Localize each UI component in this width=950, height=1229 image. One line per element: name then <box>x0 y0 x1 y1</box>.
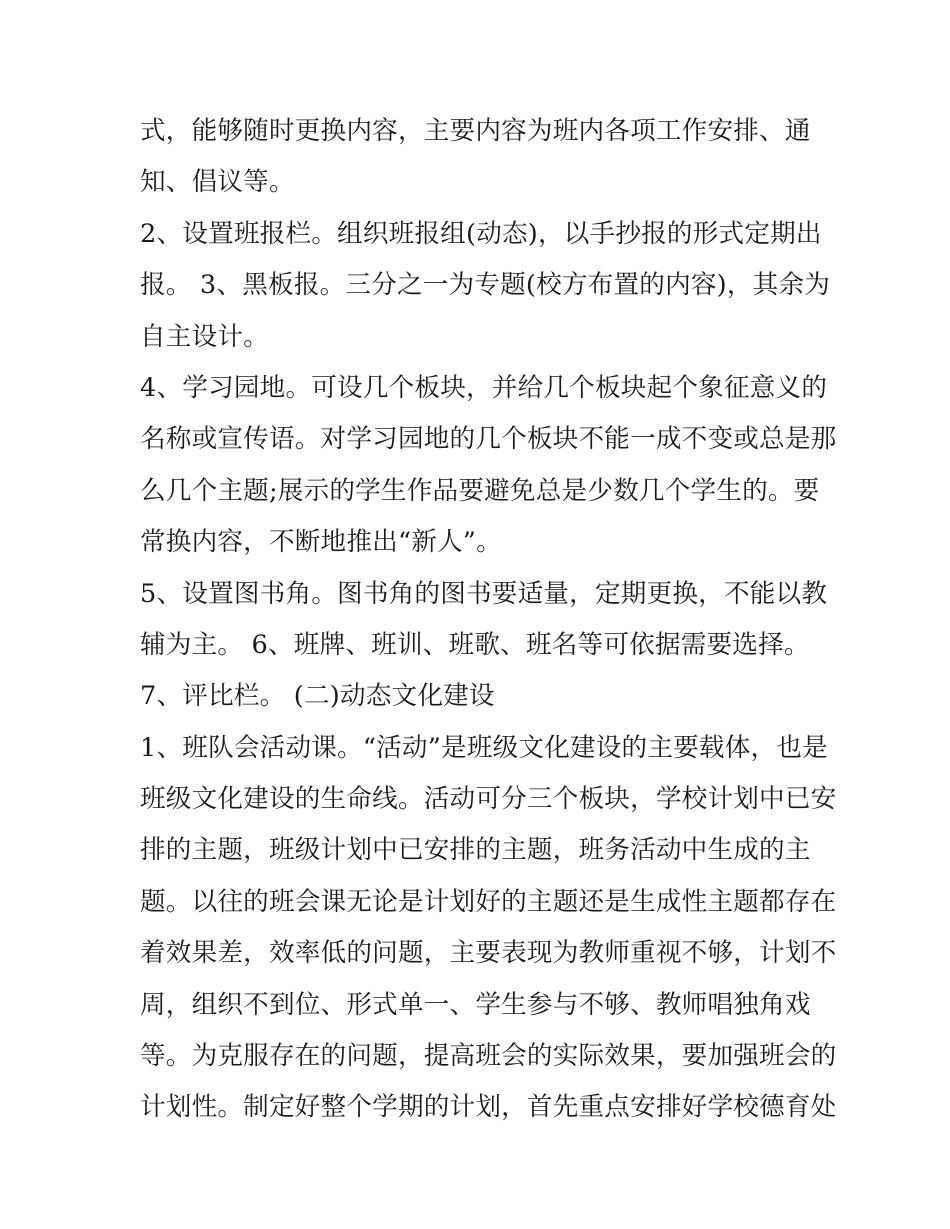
text-line: 1、班队会活动课。“活动”是班级文化建设的主要载体，也是 <box>140 732 828 763</box>
text-line: 常换内容，不断地推出“新人”。 <box>140 527 502 558</box>
text-line: 排的主题，班级计划中已安排的主题，班务活动中生成的主 <box>140 835 811 866</box>
text-line: 式，能够随时更换内容，主要内容为班内各项工作安排、通 <box>140 116 811 146</box>
text-line: 5、设置图书角。图书角的图书要适量，定期更换，不能以教 <box>140 578 828 609</box>
text-line: 报。 3、黑板报。三分之一为专题(校方布置的内容)，其余为 <box>140 270 831 301</box>
text-line: 自主设计。 <box>140 321 269 352</box>
text-line: 等。为克服存在的问题，提高班会的实际效果，要加强班会的 <box>140 1041 837 1072</box>
text-line: 计划性。制定好整个学期的计划，首先重点安排好学校德育处 <box>140 1092 837 1123</box>
text-line: 周，组织不到位、形式单一、学生参与不够、教师唱独角戏 <box>140 989 811 1020</box>
text-line: 辅为主。 6、班牌、班训、班歌、班名等可依据需要选择。 <box>140 629 810 660</box>
document-body <box>140 106 837 1134</box>
text-line: 班级文化建设的生命线。活动可分三个板块，学校计划中已安 <box>140 784 837 815</box>
text-line: 4、学习园地。可设几个板块，并给几个板块起个象征意义的 <box>140 372 828 403</box>
text-line: 名称或宣传语。对学习园地的几个板块不能一成不变或总是那 <box>140 424 837 455</box>
text-line: 2、设置班报栏。组织班报组(动态)，以手抄报的形式定期出 <box>140 218 822 249</box>
text-line: 7、评比栏。 (二)动态文化建设 <box>140 681 495 712</box>
text-line: 知、倡议等。 <box>140 167 295 198</box>
text-line: 么几个主题;展示的学生作品要避免总是少数几个学生的。要 <box>140 475 820 506</box>
text-line: 着效果差，效率低的问题，主要表现为教师重视不够，计划不 <box>140 938 837 969</box>
text-line: 题。以往的班会课无论是计划好的主题还是生成性主题都存在 <box>140 886 837 917</box>
